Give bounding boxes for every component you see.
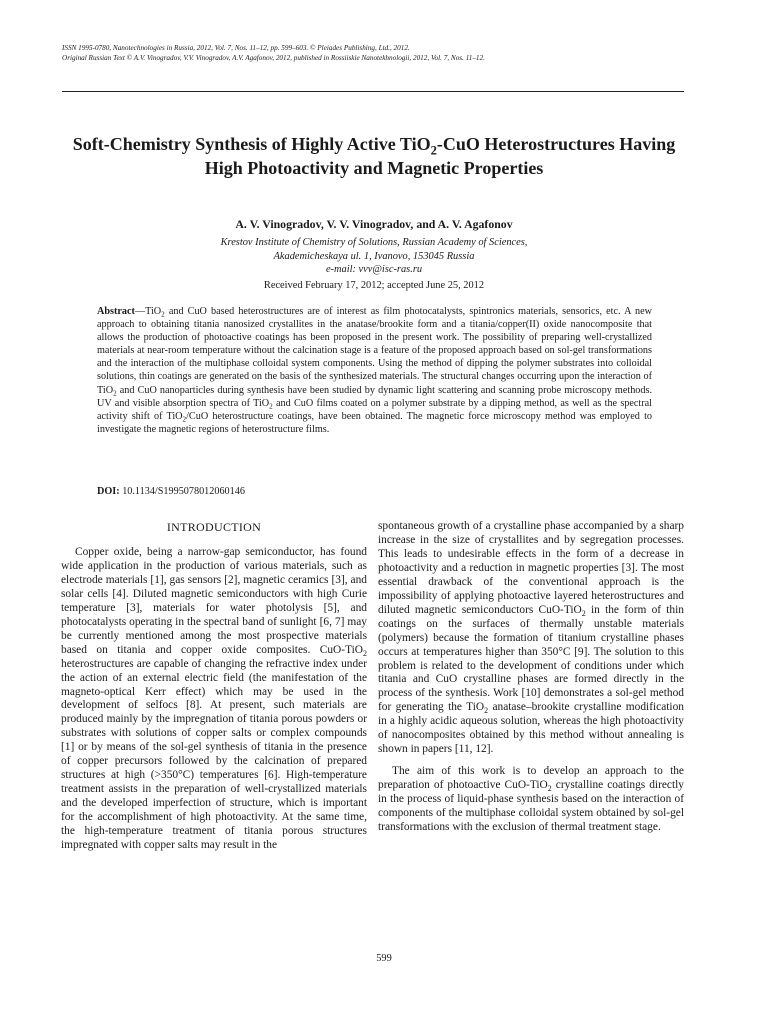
left-column [61, 520, 367, 853]
abstract: Abstract—TiO$_2$ and CuO based heterostructures are of interest as film photocatalysts, spintronics materials, sensorics, etc. A new approach to obtaining titania nanosized crystallites in the anatase/brookite form and a titania/copper(II) oxide nanocomposite that allows the production of photoactive coatings has been proposed in the present work. The possibility of preparing well-crystallized materials at near-room temperature without the calcination stage is a feature of the proposed approach based on sol-gel transformations and the interaction of the multiphase colloidal system components. Using the method of dipping the polymer substrates into colloidal solutions, thin coatings are generated on the basis of the synthesized materials. The structural changes occurring upon the interaction of TiO$_2$ and CuO nanoparticles during synthesis have been studied by dynamic light scattering and scanning probe microscopy methods. UV and visible absorption spectra of TiO$_2$ and CuO films coated on a polymer substrate by a dipping method, as well as the spectral activity shift of TiO$_2$/CuO heterostructure coatings, have been obtained. The magnetic force microscopy method was employed to investigate the magnetic regions of heterostructure films. [97, 306, 652, 435]
author-email: e-mail: vvv@isc-ras.ru [325, 264, 423, 275]
original-text-line: Original Russian Text © A.V. Vinogradov, V.V. Vinogradov, A.V. Agafonov, 2012, published in Rossiiskie Nanotekhnologii, 2012, Vol. 7, Nos. 11–12. [62, 54, 485, 62]
article-title: Soft-Chemistry Synthesis of Highly Active TiO$_2$-CuO Heterostructures Having High Photoactivity and Magnetic Properties [72, 134, 676, 178]
author-list: A. V. Vinogradov, V. V. Vinogradov, and A. V. Agafonov [235, 217, 513, 231]
doi-value: 10.1134/S1995078012060146 [122, 486, 245, 497]
affiliation-address: Akademicheskaya ul. 1, Ivanovo, 153045 Russia [273, 250, 475, 262]
journal-citation-line: ISSN 1995-0780, Nanotechnologies in Russia, 2012, Vol. 7, Nos. 11–12, pp. 599–603. © Pleiades Publishing, Ltd., 2012. [62, 44, 410, 52]
affiliation-institute: Krestov Institute of Chemistry of Solutions, Russian Academy of Sciences, [220, 237, 528, 248]
right-column [378, 520, 684, 835]
doi-label: DOI: [97, 486, 120, 497]
body-paragraph: The aim of this work is to develop an approach to the preparation of photoactive CuO-TiO$_2$ crystalline coatings directly in the process of liquid-phase synthesis based on the interaction of components of the multiphase colloidal system obtained by sol-gel transformations with the exclusion of thermal treatment stage. [378, 765, 685, 834]
page-number: 599 [376, 953, 392, 964]
section-heading: INTRODUCTION [166, 520, 262, 534]
header-rule [62, 91, 684, 92]
body-paragraph: Copper oxide, being a narrow-gap semiconductor, has found wide application in the production of various materials, such as electrode materials [1], gas sensors [2], magnetic ceramics [3], and solar cells [4]. Diluted magnetic semiconductors with high Curie temperature [3], materials for water photolysis [5], and photocatalysts operating in the spectral band of sunlight [6, 7] may be currently mentioned among the most prospective materials based on titania and copper oxide composites. CuO-TiO$_2$ heterostructures are capable of changing the refractive index under the action of an external electric field (the manifestation of the magneto-optical Kerr effect) which may be used in the development of selfocs [8]. At present, such materials are produced mainly by the impregnation of titania porous powders or substrates with solutions of copper salts or complex compounds [1] or by means of the sol-gel synthesis of titania in the presence of copper precursors followed by the calcination of prepared structures at high (>350°C) temperatures [6]. High-temperature treatment assists in the preparation of well-crystallized materials and the developed imperfection of structure, which is important for the accomplishment of high photoactivity. At the same time, the high-temperature treatment of titania porous structures impregnated with copper salts may result in the [61, 546, 367, 852]
received-dates: Received February 17, 2012; accepted June 25, 2012 [263, 280, 485, 291]
abstract-label: Abstract [97, 306, 135, 317]
doi-line [97, 485, 652, 498]
body-paragraph: spontaneous growth of a crystalline phase accompanied by a sharp increase in the size of crystallites and by segregation processes. This leads to undesirable effects in the form of a decrease in photoactivity and a reduction in magnetic properties [3]. The most essential drawback of the conventional approach is the impossibility of applying photoactive layered heterostructures and diluted magnetic semiconductors CuO-TiO$_2$ in the form of thin coatings on the surfaces of thermally unstable materials (polymers) because the formation of titanium crystalline phases occurs at temperatures higher than 350°C [9]. The solution to this problem is related to the development of conditions under which titania and CuO crystalline phases are formed directly in the process of the synthesis. Work [10] demonstrates a sol-gel method for generating the TiO$_2$ anatase–brookite crystalline modification in a highly acidic aqueous solution, whereas the high photoactivity of nanocomposites obtained by this method without annealing is shown in papers [11, 12]. [378, 520, 684, 756]
affiliation [64, 236, 684, 277]
